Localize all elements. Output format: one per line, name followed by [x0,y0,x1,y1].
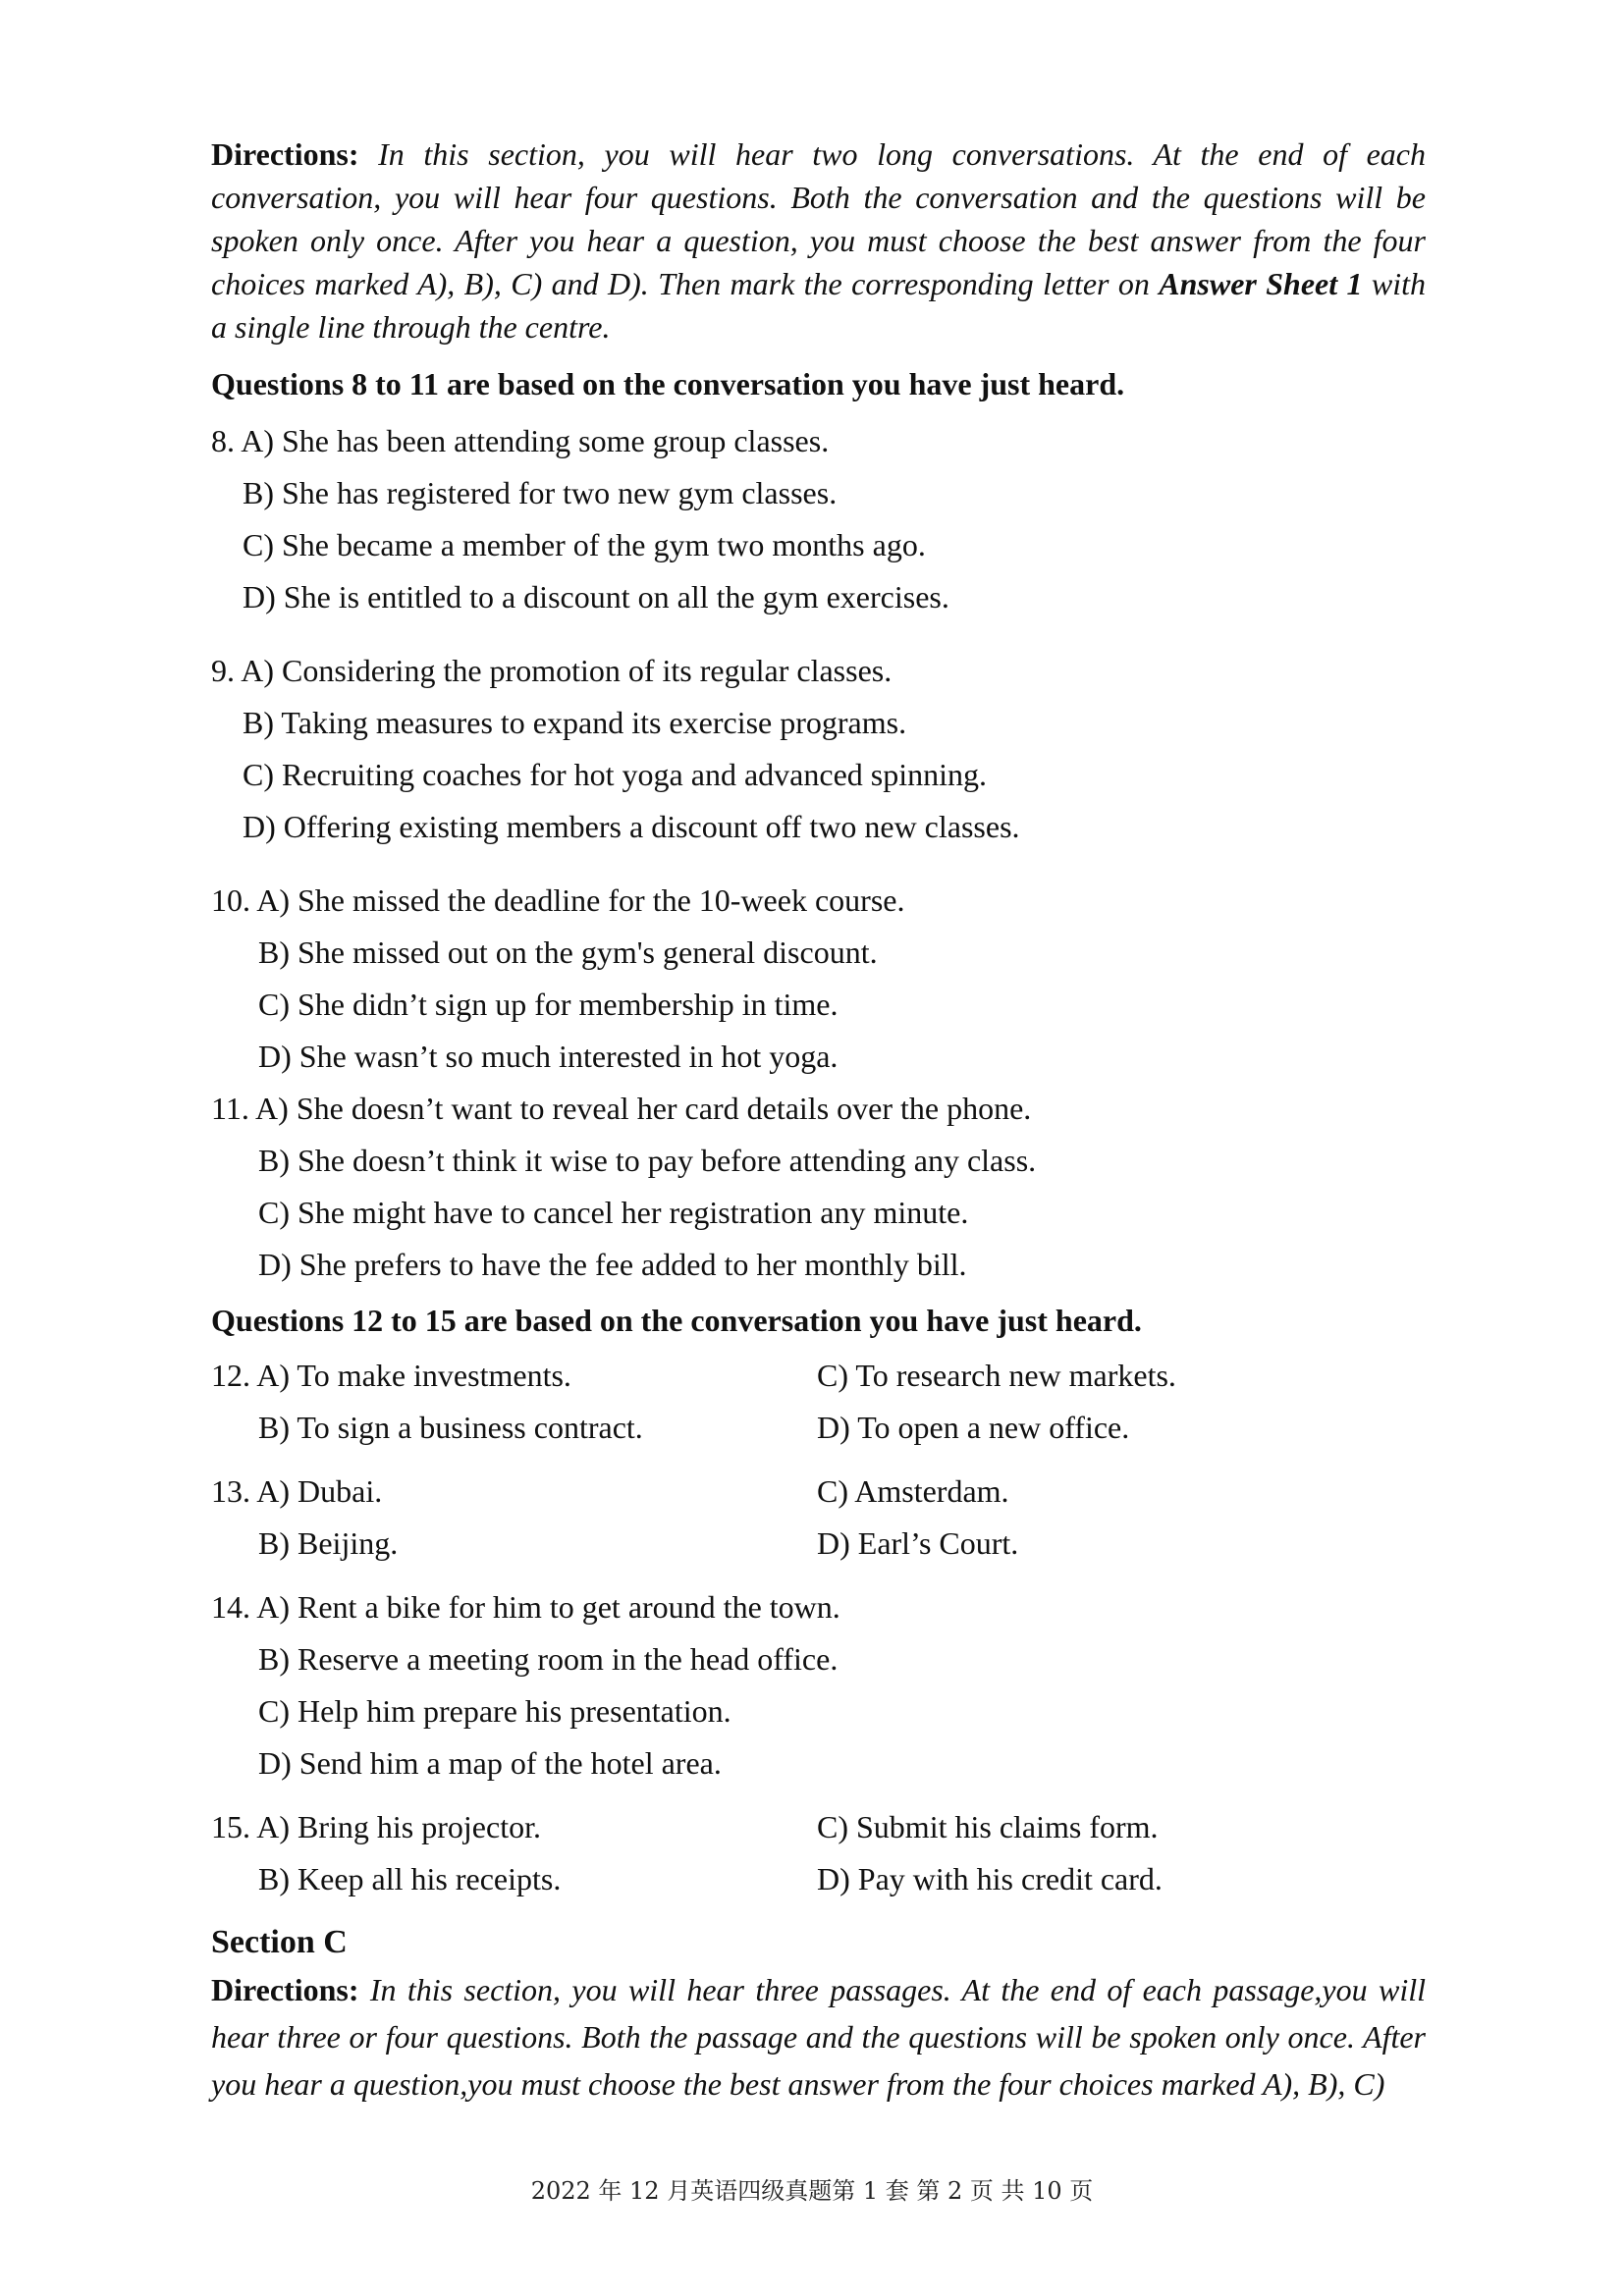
q14-option-c: C) Help him prepare his presentation. [258,1693,731,1729]
exam-page [211,133,1426,2108]
question-10 [211,875,1426,1083]
q9-option-b: B) Taking measures to expand its exercise programs. [243,705,907,740]
q8-option-d: D) She is entitled to a discount on all the gym exercises. [243,579,949,614]
q12-option-b: B) To sign a business contract. [258,1410,643,1445]
directions-label: Directions: [211,136,359,172]
section-c-directions-text: In this section, you will hear three passages. At the end of each passage,you will hear three or four questions. Both the passage and the questions will be spoken only once. After you hear a question,you must choose the best answer from the four choices marked A), B), C) [211,1972,1426,2102]
q10-option-a: 10. A) She missed the deadline for the 10-week course. [211,882,905,918]
q13-option-a: 13. A) Dubai. [211,1473,383,1509]
q10-option-c: C) She didn’t sign up for membership in time. [258,987,839,1022]
question-11 [211,1083,1426,1291]
question-8 [211,415,1426,623]
q8-option-a: 8. A) She has been attending some group classes. [211,423,830,458]
q8-option-b: B) She has registered for two new gym classes. [243,475,838,510]
q15-option-c: C) Submit his claims form. [817,1809,1159,1844]
directions-tail: with a single line through the centre. [211,266,1427,345]
section-c-directions [211,1966,1426,2108]
q14-option-d: D) Send him a map of the hotel area. [258,1745,722,1781]
q13-option-c: C) Amsterdam. [817,1473,1009,1509]
conversation-2-heading: Questions 12 to 15 are based on the conversation you have just heard. [211,1303,1142,1338]
page-footer: 2022 年 12 月英语四级真题第 1 套 第 2 页 共 10 页 [530,2177,1094,2205]
q9-option-a: 9. A) Considering the promotion of its regular classes. [211,653,893,688]
q15-option-a: 15. A) Bring his projector. [211,1809,541,1844]
q12-option-a: 12. A) To make investments. [211,1358,571,1393]
q11-option-c: C) She might have to cancel her registration any minute. [258,1195,969,1230]
q13-option-d: D) Earl’s Court. [817,1525,1019,1561]
question-13 [211,1466,1426,1570]
q11-option-b: B) She doesn’t think it wise to pay before attending any class. [258,1143,1037,1178]
answer-sheet-reference: Answer Sheet 1 [1159,266,1363,301]
question-12 [211,1350,1426,1454]
question-14 [211,1581,1426,1789]
q12-option-d: D) To open a new office. [817,1410,1130,1445]
q8-option-c: C) She became a member of the gym two months ago. [243,527,926,562]
q11-option-d: D) She prefers to have the fee added to her monthly bill. [258,1247,967,1282]
question-15 [211,1801,1426,1905]
question-9 [211,645,1426,853]
directions-text: In this section, you will hear two long conversations. At the end of each conversation, you will hear four questions. Both the conversation and the questions will be spoken only once. After you hear a question, you must choose the best answer from the four choices marked A), B), C) and D). Then mark the corresponding letter on [211,136,1426,301]
q10-option-d: D) She wasn’t so much interested in hot yoga. [258,1039,839,1074]
q9-option-d: D) Offering existing members a discount off two new classes. [243,809,1020,844]
q9-option-c: C) Recruiting coaches for hot yoga and advanced spinning. [243,757,987,792]
conversation-1-heading: Questions 8 to 11 are based on the conversation you have just heard. [211,366,1125,401]
q14-option-a: 14. A) Rent a bike for him to get around the town. [211,1589,840,1625]
q15-option-d: D) Pay with his credit card. [817,1861,1163,1896]
q11-option-a: 11. A) She doesn’t want to reveal her card details over the phone. [211,1091,1032,1126]
q12-option-c: C) To research new markets. [817,1358,1176,1393]
q14-option-b: B) Reserve a meeting room in the head office. [258,1641,839,1677]
q10-option-b: B) She missed out on the gym's general discount. [258,934,878,970]
q13-option-b: B) Beijing. [258,1525,399,1561]
section-c-title: Section C [211,1924,348,1960]
section-c-directions-label: Directions: [211,1972,359,2007]
q15-option-b: B) Keep all his receipts. [258,1861,562,1896]
section-b-directions [211,133,1426,348]
